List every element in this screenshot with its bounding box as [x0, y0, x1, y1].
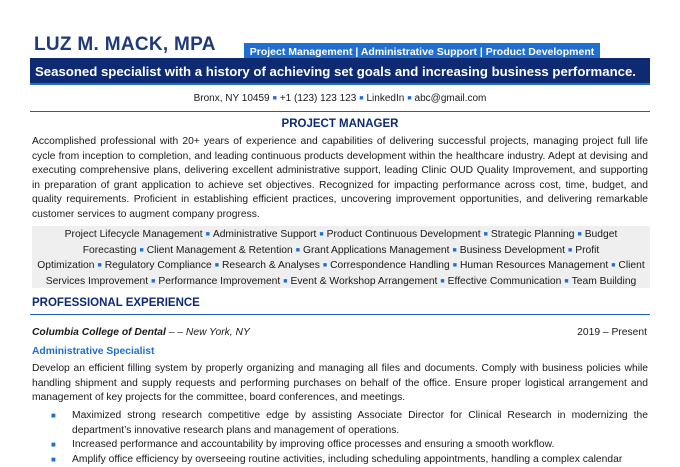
bullet-square-icon: ■	[51, 409, 56, 424]
contact-line	[30, 93, 650, 104]
separator-square-icon: ■	[296, 247, 300, 254]
separator-square-icon: ■	[140, 247, 144, 254]
separator-square-icon: ■	[97, 262, 101, 269]
separator-square-icon: ■	[568, 247, 572, 254]
separator-square-icon: ■	[215, 262, 219, 269]
headline-banner: Seasoned specialist with a history of achieving set goals and increasing business performance.	[30, 58, 650, 85]
skill-item: Human Resources Management	[460, 260, 608, 271]
bullet-square-icon: ■	[51, 438, 56, 453]
separator-square-icon: ■	[273, 95, 277, 102]
contact-linkedin-link[interactable]: LinkedIn	[367, 93, 405, 104]
skill-item: Budget Forecasting	[83, 229, 618, 256]
bullet-text: Amplify office efficiency by overseeing routine activities, including scheduling appointments, handling a complex calendar	[72, 454, 622, 465]
skill-item: Strategic Planning	[491, 229, 575, 240]
separator-square-icon: ■	[206, 231, 210, 238]
skill-item: Team Building	[572, 276, 637, 287]
job-achievements-list	[32, 409, 648, 467]
skill-item: Correspondence Handling	[330, 260, 450, 271]
skill-item: Research & Analyses	[222, 260, 320, 271]
skill-item: Client Management & Retention	[147, 245, 293, 256]
skill-item: Administrative Support	[213, 229, 317, 240]
list-item	[32, 453, 648, 467]
separator-square-icon: ■	[359, 95, 363, 102]
tagline-box: Project Management | Administrative Support | Product Development	[244, 43, 600, 61]
contact-email-link[interactable]: abc@gmail.com	[415, 93, 487, 104]
separator-square-icon: ■	[564, 278, 568, 285]
bullet-text: Maximized strong research competitive edge by assisting Associate Director for Clinical Research in modernizing the department’s innovative research plans and management of operations.	[72, 410, 648, 436]
bullet-text: Increased performance and accountability by improving office processes and ensuring a smooth workflow.	[72, 439, 554, 450]
separator-square-icon: ■	[319, 231, 323, 238]
skill-item: Project Lifecycle Management	[65, 229, 203, 240]
skills-box	[32, 226, 650, 288]
skill-item: Product Continuous Development	[327, 229, 481, 240]
experience-section-title: PROFESSIONAL EXPERIENCE	[32, 297, 200, 309]
summary-text: Accomplished professional with 20+ years of experience and capabilities of delivering successful projects, managing project full life cycle from inception to completion, and leading continuous products development within the healthcare industry. Adept at devising and executing comprehensive plans, delivering excellent administrative support, leading Clinic OUD Quality Improvement, and supporting in preparation of grant application to achieve set objectives. Recognized for impacting performance across cost, time, budget, and quality requirements. Proficient in establishing efficient practices, uncovering improvement opportunities, and delivering remarkable customer services to augment company progress.	[32, 135, 648, 222]
divider-line	[30, 111, 650, 112]
skill-item: Business Development	[460, 245, 565, 256]
separator-square-icon: ■	[323, 262, 327, 269]
job-description: Develop an efficient filling system by properly organizing and managing all files and documents. Comply with business policies while handling shipment and supply requests and performing purchases on behalf of the office. Ensure proper logistical arrangement and management of key projects for the committee, board conferences, and meetings.	[32, 362, 648, 406]
skill-item: Event & Workshop Arrangement	[291, 276, 438, 287]
list-item	[32, 438, 648, 453]
job-role: Administrative Specialist	[32, 346, 154, 357]
contact-address: Bronx, NY 10459	[194, 93, 270, 104]
skill-item: Performance Improvement	[158, 276, 280, 287]
separator-square-icon: ■	[611, 262, 615, 269]
separator-square-icon: ■	[452, 247, 456, 254]
list-item	[32, 409, 648, 438]
separator-square-icon: ■	[440, 278, 444, 285]
contact-phone: +1 (123) 123 123	[280, 93, 356, 104]
candidate-name: LUZ M. MACK, MPA	[34, 34, 216, 56]
skill-item: Effective Communication	[448, 276, 562, 287]
separator-square-icon: ■	[151, 278, 155, 285]
job-location: – – New York, NY	[166, 327, 250, 338]
skill-item: Profit Optimization	[37, 245, 599, 272]
bullet-square-icon: ■	[51, 453, 56, 467]
separator-square-icon: ■	[484, 231, 488, 238]
skill-item: Grant Applications Management	[303, 245, 450, 256]
job-dates: 2019 – Present	[577, 327, 647, 338]
job-employer: Columbia College of Dental	[32, 327, 166, 338]
summary-title: PROJECT MANAGER	[30, 118, 650, 130]
skill-item: Client Services Improvement	[46, 260, 645, 287]
job-employer-line	[32, 327, 250, 338]
divider-line	[30, 314, 650, 315]
separator-square-icon: ■	[453, 262, 457, 269]
separator-square-icon: ■	[577, 231, 581, 238]
skill-item: Regulatory Compliance	[105, 260, 212, 271]
separator-square-icon: ■	[283, 278, 287, 285]
separator-square-icon: ■	[407, 95, 411, 102]
